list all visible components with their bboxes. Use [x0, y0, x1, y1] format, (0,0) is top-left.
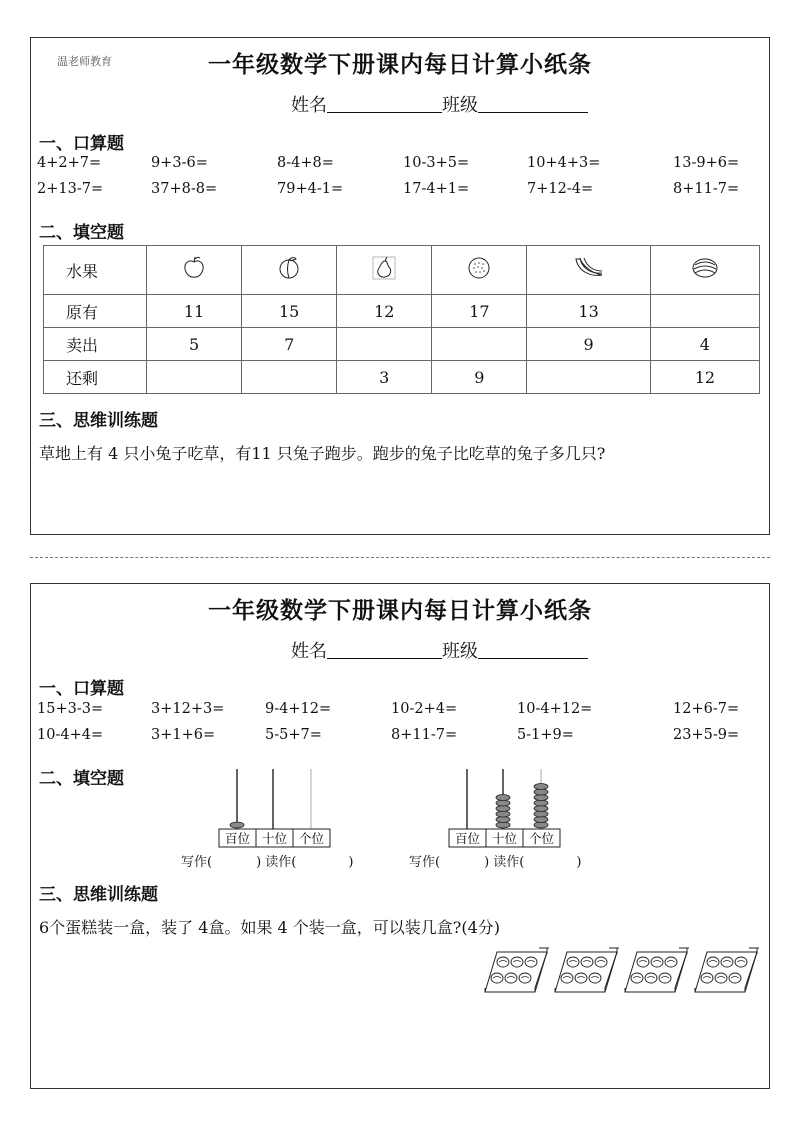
- table-cell: 4: [650, 328, 759, 361]
- orange-icon: [432, 246, 527, 295]
- pear-icon: [337, 246, 432, 295]
- name-label: 姓名: [291, 95, 327, 116]
- table-row: [44, 361, 760, 394]
- section-fill: 二、填空题: [39, 769, 124, 789]
- table-cell: 5: [147, 328, 242, 361]
- equation[interactable]: 3+1+6=: [151, 727, 216, 743]
- equation[interactable]: 4+2+7=: [37, 155, 102, 171]
- cake-box-icon: [623, 948, 689, 994]
- equation[interactable]: 17-4+1=: [403, 181, 470, 197]
- table-row: [44, 328, 760, 361]
- watermelon-icon: [650, 246, 759, 295]
- cake-box-icon: [483, 948, 549, 994]
- class-field[interactable]: [478, 640, 588, 659]
- equation[interactable]: 12+6-7=: [673, 701, 740, 717]
- equation[interactable]: 9+3-6=: [151, 155, 208, 171]
- abacus-left: [219, 769, 334, 851]
- fruit-table: [43, 245, 760, 394]
- section-oral: 一、口算题: [39, 134, 124, 154]
- section-fill: 二、填空题: [39, 223, 124, 243]
- word-problem: 6个蛋糕装一盒，装了 4盒。如果 4 个装一盒，可以装几盒?(4分): [39, 918, 501, 937]
- equation[interactable]: 5-1+9=: [517, 727, 574, 743]
- worksheet-card-2: [30, 583, 770, 1089]
- table-row: [44, 246, 760, 295]
- class-label: 班级: [442, 95, 478, 116]
- name-label: 姓名: [291, 641, 327, 662]
- equation[interactable]: 5-5+7=: [265, 727, 322, 743]
- equation[interactable]: 2+13-7=: [37, 181, 104, 197]
- table-cell[interactable]: [337, 328, 432, 361]
- abacus-bead: [534, 811, 548, 817]
- worksheet-card-1: [30, 37, 770, 535]
- table-cell: 17: [432, 295, 527, 328]
- place-label: 个位: [298, 831, 325, 846]
- place-label: 十位: [261, 831, 288, 846]
- name-class-row: [291, 637, 588, 663]
- equation[interactable]: 10-3+5=: [403, 155, 470, 171]
- word-problem: 草地上有 4 只小兔子吃草，有11 只兔子跑步。跑步的兔子比吃草的兔子多几只?: [39, 444, 606, 463]
- table-cell[interactable]: [527, 361, 650, 394]
- table-row: [44, 295, 760, 328]
- abacus-left-answer: [181, 851, 353, 870]
- equation[interactable]: 10+4+3=: [527, 155, 601, 171]
- table-cell: 3: [337, 361, 432, 394]
- table-cell: 12: [337, 295, 432, 328]
- brand-label: 温老师教育: [57, 55, 112, 68]
- table-cell[interactable]: [242, 361, 337, 394]
- equation[interactable]: 15+3-3=: [37, 701, 104, 717]
- table-cell: 15: [242, 295, 337, 328]
- abacus-bead: [230, 822, 244, 828]
- equation[interactable]: 79+4-1=: [277, 181, 344, 197]
- table-cell: 9: [432, 361, 527, 394]
- equation[interactable]: 8+11-7=: [673, 181, 740, 197]
- row-header: 原有: [44, 295, 147, 328]
- equation[interactable]: 10-4+4=: [37, 727, 104, 743]
- abacus-bead: [496, 806, 510, 812]
- equation[interactable]: 13-9+6=: [673, 155, 740, 171]
- apple-icon: [147, 246, 242, 295]
- banana-icon: [527, 246, 650, 295]
- place-label: 百位: [454, 831, 481, 846]
- table-cell[interactable]: [147, 361, 242, 394]
- read-label: ) 读作(: [256, 855, 297, 870]
- read-label: ) 读作(: [484, 855, 525, 870]
- name-class-row: [291, 91, 588, 117]
- section-think: 三、思维训练题: [39, 411, 158, 431]
- cake-box-icon: [553, 948, 619, 994]
- row-header: 还剩: [44, 361, 147, 394]
- close-paren: ): [348, 855, 354, 870]
- abacus-bead: [534, 806, 548, 812]
- section-oral: 一、口算题: [39, 679, 124, 699]
- equation[interactable]: 10-2+4=: [391, 701, 458, 717]
- abacus-bead: [496, 822, 510, 828]
- equation[interactable]: 10-4+12=: [517, 701, 593, 717]
- table-cell: 13: [527, 295, 650, 328]
- table-cell[interactable]: [650, 295, 759, 328]
- table-cell[interactable]: [432, 328, 527, 361]
- place-label: 十位: [491, 831, 518, 846]
- table-cell: 11: [147, 295, 242, 328]
- equation[interactable]: 3+12+3=: [151, 701, 225, 717]
- row-header: 水果: [44, 246, 147, 295]
- row-header: 卖出: [44, 328, 147, 361]
- peach-icon: [242, 246, 337, 295]
- abacus-bead: [534, 795, 548, 801]
- equation[interactable]: 8+11-7=: [391, 727, 458, 743]
- abacus-bead: [496, 817, 510, 823]
- abacus-bead: [496, 811, 510, 817]
- section-think: 三、思维训练题: [39, 885, 158, 905]
- equation[interactable]: 7+12-4=: [527, 181, 594, 197]
- equation[interactable]: 8-4+8=: [277, 155, 334, 171]
- equation[interactable]: 9-4+12=: [265, 701, 332, 717]
- abacus-bead: [534, 822, 548, 828]
- write-label: 写作(: [409, 855, 441, 870]
- abacus-bead: [534, 784, 548, 790]
- name-field[interactable]: [327, 94, 442, 113]
- class-field[interactable]: [478, 94, 588, 113]
- abacus-bead: [496, 800, 510, 806]
- table-cell: 9: [527, 328, 650, 361]
- table-cell: 12: [650, 361, 759, 394]
- abacus-bead: [534, 817, 548, 823]
- abacus-right: [449, 769, 564, 851]
- place-label: 百位: [224, 831, 251, 846]
- page-title: 一年级数学下册课内每日计算小纸条: [208, 52, 592, 78]
- abacus-bead: [534, 789, 548, 795]
- cake-box-icon: [693, 948, 759, 994]
- abacus-bead: [496, 795, 510, 801]
- place-label: 个位: [528, 831, 555, 846]
- abacus-bead: [534, 800, 548, 806]
- equation[interactable]: 37+8-8=: [151, 181, 218, 197]
- equation[interactable]: 23+5-9=: [673, 727, 740, 743]
- close-paren: ): [576, 855, 582, 870]
- page-title: 一年级数学下册课内每日计算小纸条: [208, 598, 592, 624]
- name-field[interactable]: [327, 640, 442, 659]
- table-cell: 7: [242, 328, 337, 361]
- abacus-right-answer: [409, 851, 581, 870]
- cut-line: [30, 557, 770, 558]
- write-label: 写作(: [181, 855, 213, 870]
- class-label: 班级: [442, 641, 478, 662]
